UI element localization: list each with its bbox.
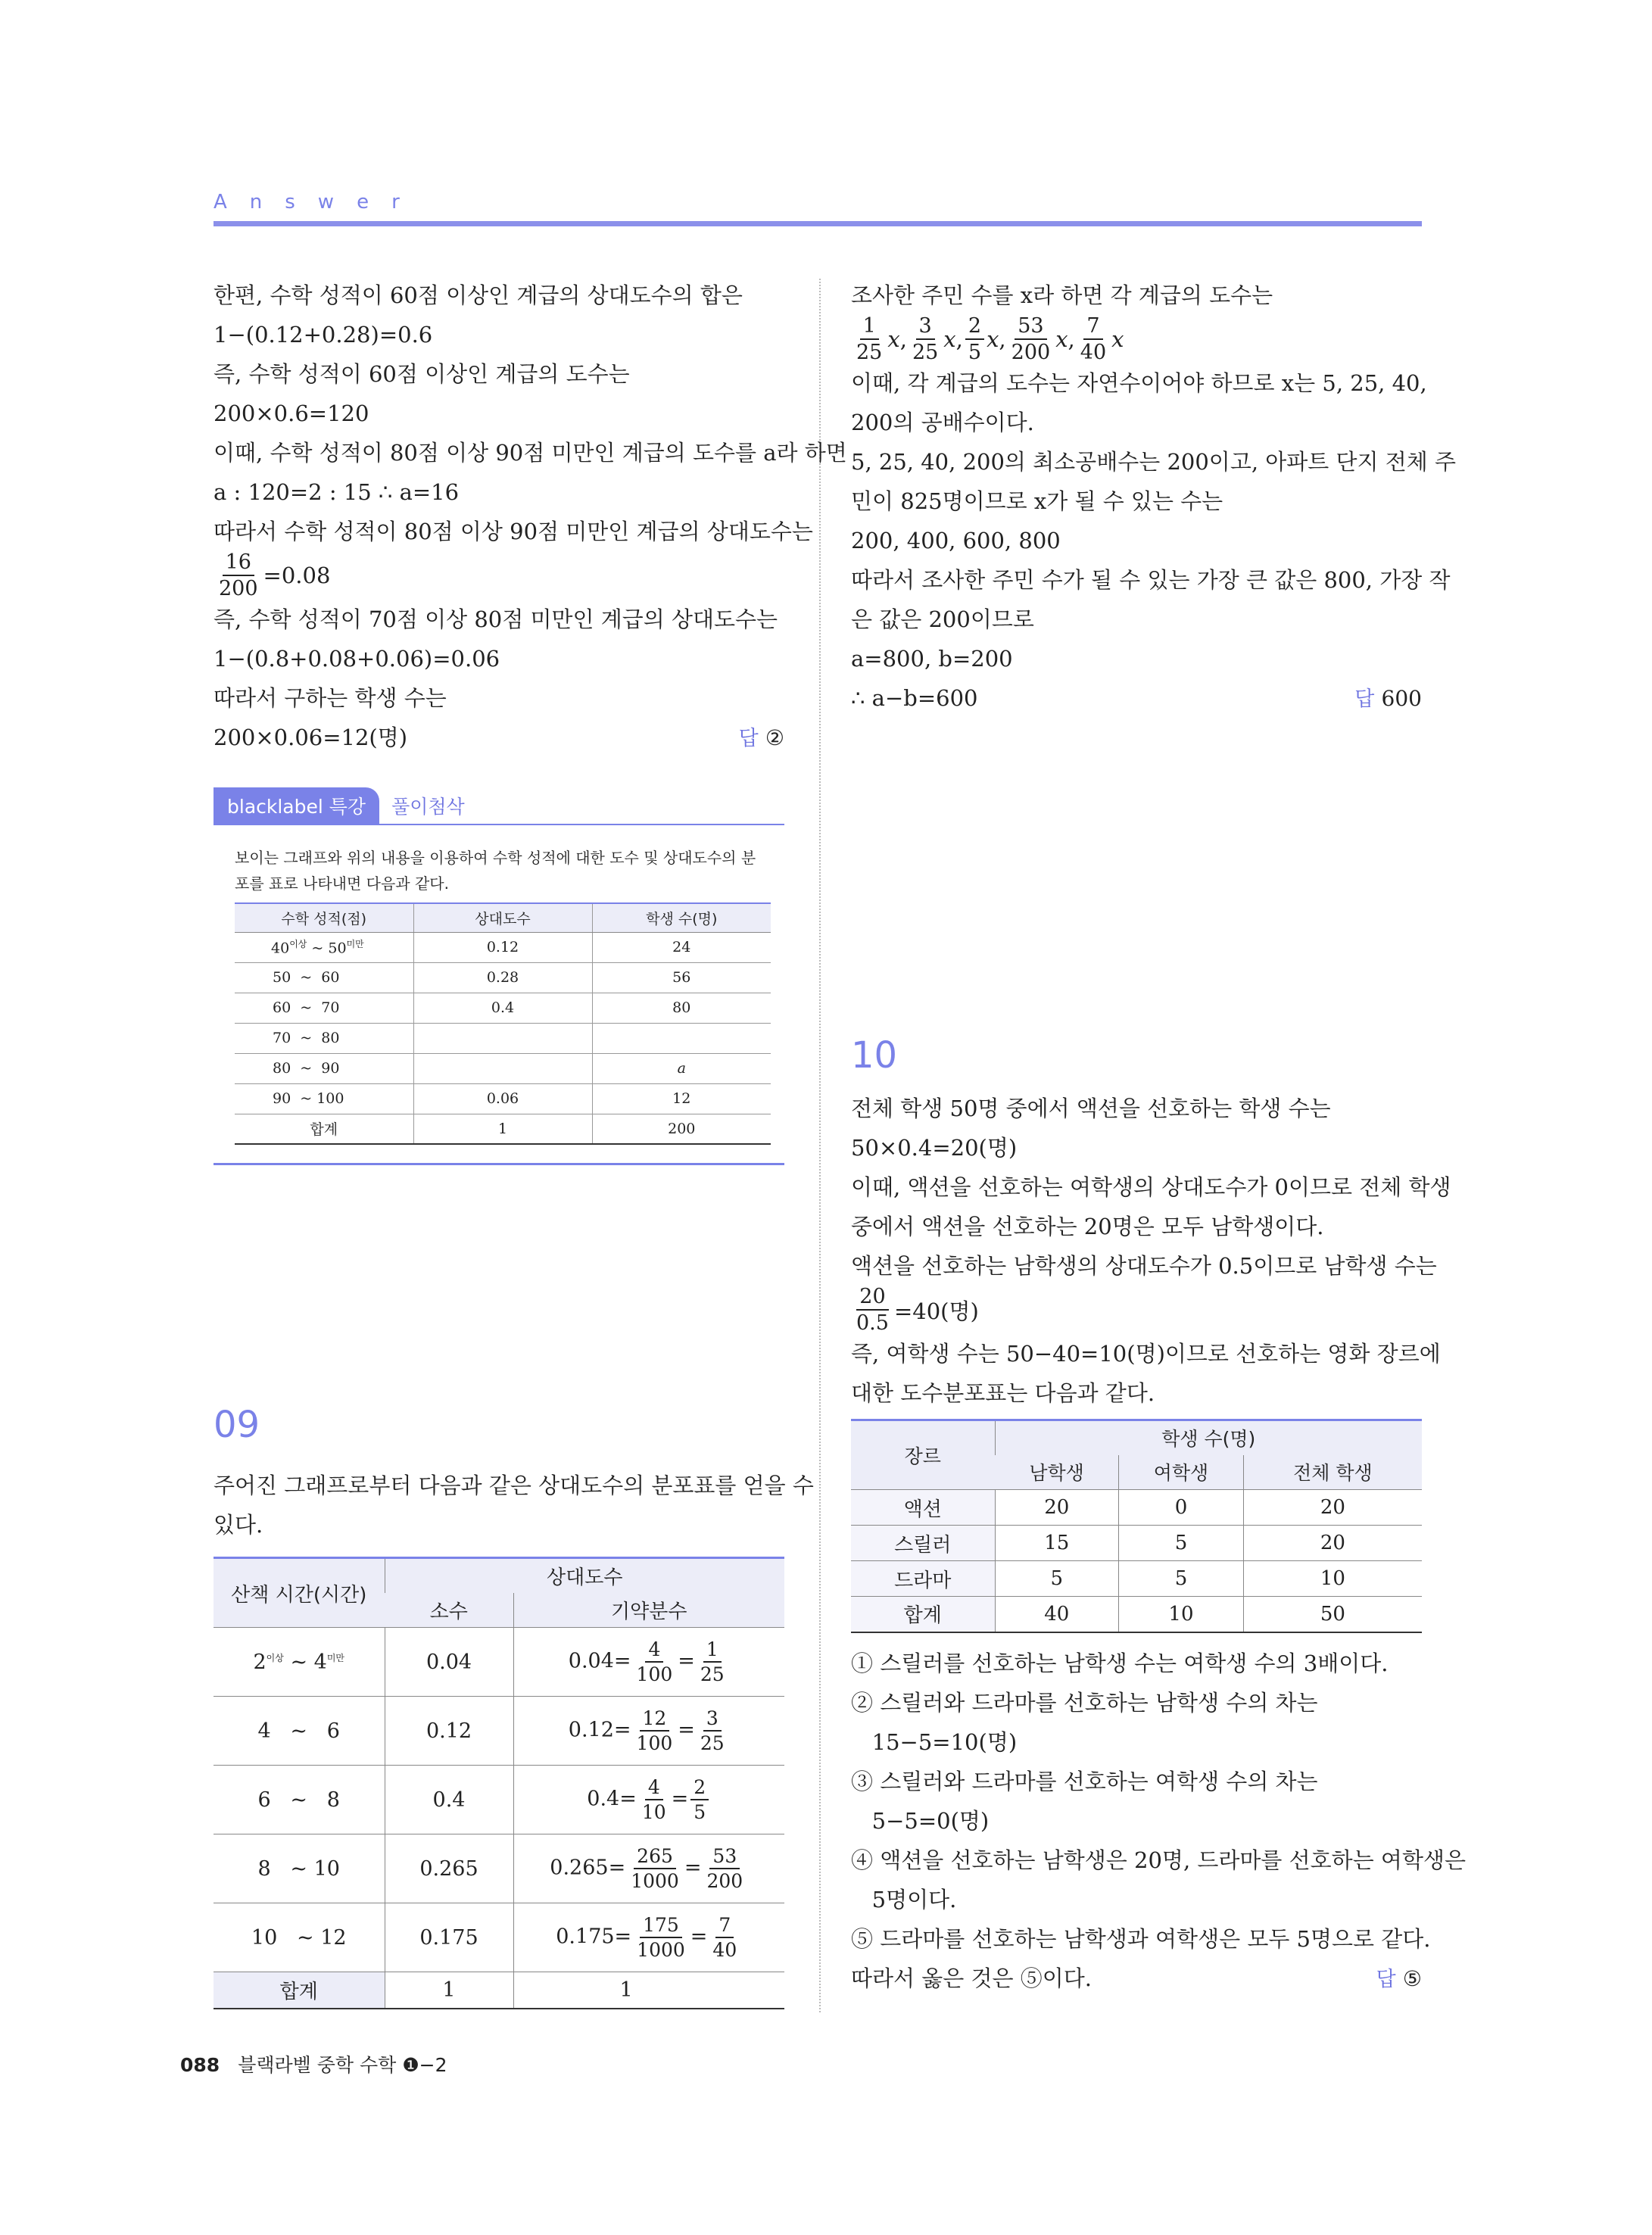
text-line: 주어진 그래프로부터 다음과 같은 상대도수의 분포표를 얻을 수 [214,1473,814,1498]
choice-item: ④ 액션을 선호하는 남학생은 20명, 드라마를 선호하는 여학생은 [851,1847,1466,1873]
column-header: 학생 수(명) [592,903,771,932]
text-line: 대한 도수분포표는 다음과 같다. [851,1380,1155,1406]
text-line: 액션을 선호하는 남학생의 상대도수가 0.5이므로 남학생 수는 [851,1253,1437,1279]
table-row: 70 ~ 80 [235,1023,771,1053]
text-line: 5, 25, 40, 200의 최소공배수는 200이고, 아파트 단지 전체 주 [851,449,1457,475]
blacklabel-text: 보이는 그래프와 위의 내용을 이용하여 수학 성적에 대한 도수 및 상대도수의 분포를 표로 나타내면 다음과 같다. [235,849,756,893]
table-row: 10 ~ 12 0.175 0.175= $\frac{175}{1000}$ = $\frac{7}{40}$ [214,1903,784,1972]
table-row: 4 ~ 6 0.12 0.12= $\frac{12}{100}$ = $\frac{3}{25}$ [214,1697,784,1766]
table-row: 드라마 5 5 10 [851,1561,1422,1597]
fraction-line: $\frac{1}{25}$ x , $\frac{3}{25}$ x , $\frac{2}{5}$ x , $\frac{53}{200}$ x , $\frac{7}{40}$ x [856,314,1124,364]
fraction-line: $\frac{16}{200}$ =0.08 [214,551,784,600]
text-line: 조사한 주민 수를 x라 하면 각 계급의 도수는 [851,282,1273,308]
column-header: 소수 [385,1593,513,1628]
text-line: 이때, 수학 성적이 80점 이상 90점 미만인 계급의 도수를 a라 하면 [214,440,847,466]
right-solution [851,276,1457,718]
table-row-total: 합계 40 10 50 [851,1597,1422,1632]
text-line: 1−(0.12+0.28)=0.6 [214,322,433,348]
column-header: 전체 학생 [1243,1455,1422,1490]
choice-item: ② 스릴러와 드라마를 선호하는 남학생 수의 차는 [851,1689,1318,1716]
problem-number: 10 [851,1034,898,1077]
fraction-line: $\frac{20}{0.5}$ =40(명) [856,1285,979,1335]
text-line: 은 값은 200이므로 [851,606,1034,632]
choice-list [851,1644,1466,1998]
text-line: 따라서 구하는 학생 수는 [214,685,447,711]
column-header: 여학생 [1119,1455,1244,1490]
text-line: 이때, 액션을 선호하는 여학생의 상대도수가 0이므로 전체 학생 [851,1174,1451,1200]
table-row: 60 ~ 70 0.4 80 [235,993,771,1023]
problem-09 [214,1404,814,2009]
genre-table [851,1419,1422,1633]
text-line: 50×0.4=20(명) [851,1135,1018,1161]
column-header: 기약분수 [513,1593,784,1628]
column-header: 장르 [851,1420,995,1490]
text-line: a : 120=2 : 15 ∴ a=16 [214,479,460,505]
header-rule [214,221,1422,226]
column-header: 수학 성적(점) [235,903,413,932]
text-line: 따라서 옳은 것은 ⑤이다. 답 ⑤ [851,1959,1422,1998]
choice-item: 5명이다. [851,1886,957,1912]
page-number: 088 [180,2054,220,2076]
text-line: 민이 825명이므로 x가 될 수 있는 수는 [851,488,1223,514]
table-row: $40^{이상}$ ~ $50^{미만}$ 0.12 24 [235,932,771,962]
text-line: 즉, 수학 성적이 70점 이상 80점 미만인 계급의 상대도수는 [214,606,778,632]
blacklabel-rule [214,824,784,825]
table-row: 8 ~ 10 0.265 0.265= $\frac{265}{1000}$ = $\frac{53}{200}$ [214,1834,784,1903]
text-line: 즉, 여학생 수는 50−40=10(명)이므로 선호하는 영화 장르에 [851,1341,1441,1367]
text-line: 200×0.06=12(명) 답 ② [214,718,784,757]
column-header: 상대도수 [413,903,592,932]
text-line: 따라서 조사한 주민 수가 될 수 있는 가장 큰 값은 800, 가장 작 [851,567,1451,593]
text-line: 전체 학생 50명 중에서 액션을 선호하는 학생 수는 [851,1096,1331,1121]
page-footer [180,2050,447,2078]
choice-item: ⑤ 드라마를 선호하는 남학생과 여학생은 모두 5명으로 같다. [851,1925,1431,1952]
text-line: 있다. [214,1512,263,1538]
answer-mark: 답 ② [738,725,784,750]
answer-mark: 답 ⑤ [1376,1965,1422,1991]
page-header [214,191,1422,214]
table-row: 90 ~ 100 0.06 12 [235,1083,771,1114]
relative-frequency-table [214,1557,784,2009]
column-header: 상대도수 [385,1558,784,1593]
blacklabel-tag: blacklabel 특강 [214,787,379,824]
text-line: 200의 공배수이다. [851,410,1034,435]
answer-mark: 답 600 [1354,686,1422,711]
table-row: 80 ~ 90 a [235,1053,771,1083]
column-divider [819,279,821,2012]
choice-item: ③ 스릴러와 드라마를 선호하는 여학생 수의 차는 [851,1768,1318,1794]
text-line: 이때, 각 계급의 도수는 자연수이어야 하므로 x는 5, 25, 40, [851,370,1427,396]
text-line: a=800, b=200 [851,646,1013,672]
column-header: 산책 시간(시간) [214,1558,385,1628]
score-table [235,902,771,1145]
blacklabel-bottom-rule [214,1163,784,1165]
column-header: 남학생 [995,1455,1119,1490]
table-row: 액션 20 0 20 [851,1490,1422,1526]
text-line: 한편, 수학 성적이 60점 이상인 계급의 상대도수의 합은 [214,282,743,308]
blacklabel-box [214,787,784,1145]
table-row: 50 ~ 60 0.28 56 [235,962,771,993]
table-row: 6 ~ 8 0.4 0.4= $\frac{4}{10}$ = $\frac{2}{5}$ [214,1766,784,1834]
text-line: 따라서 수학 성적이 80점 이상 90점 미만인 계급의 상대도수는 [214,519,813,544]
table-row-total: 합계 1 200 [235,1114,771,1144]
text-line: 200×0.6=120 [214,401,369,426]
choice-item: 5−5=0(명) [851,1807,990,1834]
text-line: ∴ a−b=600 답 600 [851,678,1422,718]
table-row: 스릴러 15 5 20 [851,1526,1422,1561]
problem-number: 09 [214,1404,260,1446]
text-line: 200, 400, 600, 800 [851,528,1061,553]
left-solution [214,276,847,757]
header-title: Answer [214,191,422,214]
problem-10 [851,1034,1466,1998]
choice-item: 15−5=10(명) [851,1728,1018,1755]
fraction: $\frac{16}{200}$ [219,550,258,600]
column-header: 학생 수(명) [995,1420,1422,1455]
text-line: 즉, 수학 성적이 60점 이상인 계급의 도수는 [214,361,630,387]
book-title: 블랙라벨 중학 수학 ❶−2 [238,2054,447,2076]
table-row: $2^{이상}$ ~ $4^{미만}$ 0.04 0.04= $\frac{4}{100}$ = $\frac{1}{25}$ [214,1628,784,1697]
choice-item: ① 스릴러를 선호하는 남학생 수는 여학생 수의 3배이다. [851,1650,1389,1676]
blacklabel-subtitle: 풀이첨삭 [391,796,465,818]
text-line: 1−(0.8+0.08+0.06)=0.06 [214,646,500,672]
text-line: 중에서 액션을 선호하는 20명은 모두 남학생이다. [851,1214,1324,1239]
table-row-total: 합계 1 1 [214,1972,784,2009]
